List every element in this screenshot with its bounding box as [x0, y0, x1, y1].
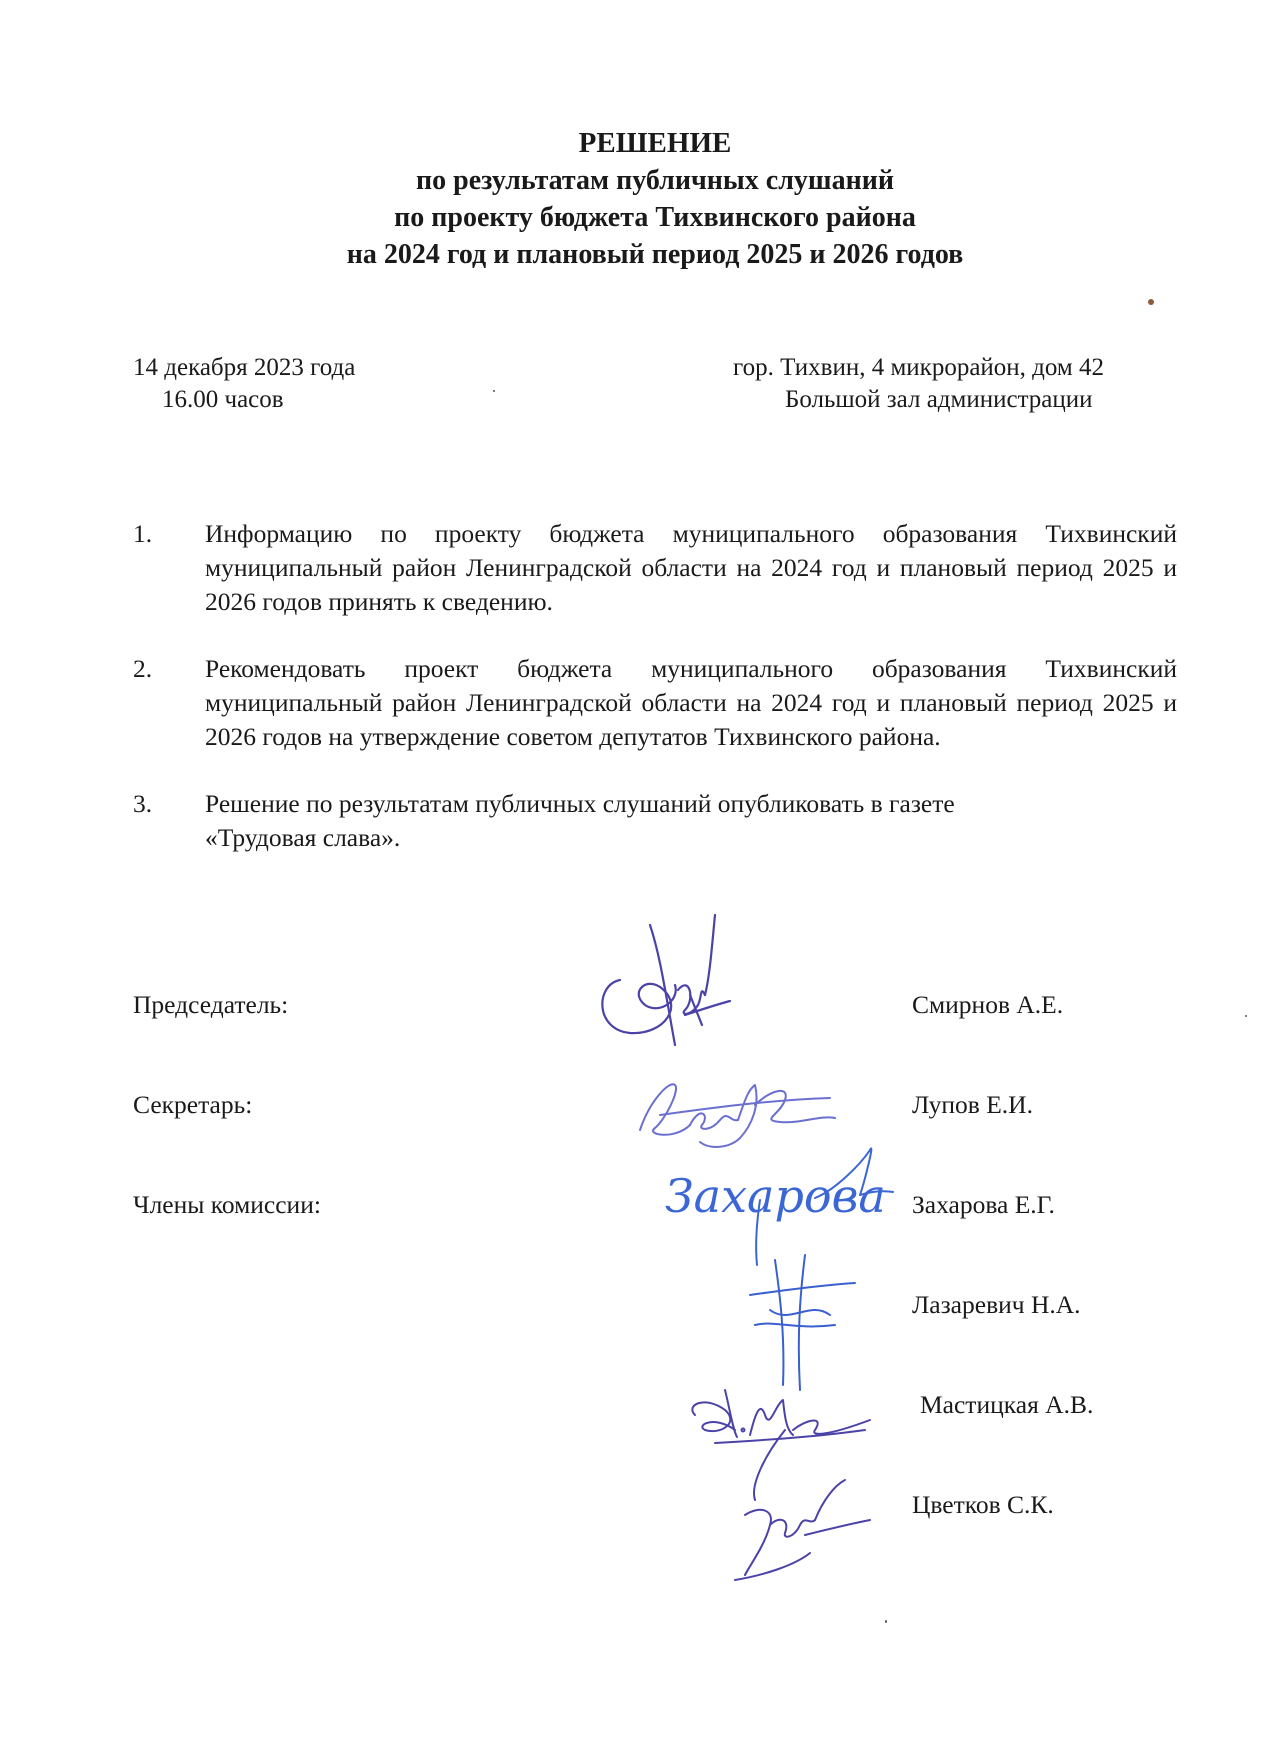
title-line-3: по проекту бюджета Тихвинского района: [394, 202, 916, 233]
scan-speck: [493, 390, 495, 392]
signature-row-member-4: [0, 1490, 1276, 1530]
signature-name: Лазаревич Н.А.: [912, 1290, 1081, 1319]
signature-name: Мастицкая А.В.: [920, 1390, 1094, 1419]
item-number: 1.: [133, 519, 153, 548]
scan-speck: [1148, 299, 1154, 305]
decision-item-2: [133, 652, 1177, 754]
signature-name: Захарова Е.Г.: [912, 1190, 1055, 1219]
signature-row-member-3: [0, 1390, 1276, 1430]
signature-name: Цветков С.К.: [912, 1490, 1054, 1519]
scan-speck: [885, 1620, 887, 1623]
item-number: 2.: [133, 654, 153, 683]
decision-item-1: [133, 517, 1177, 619]
title-line-2: по результатам публичных слушаний: [416, 165, 894, 196]
item-text: Информацию по проекту бюджета муниципального образования Тихвинский муниципальный район Ленинградской области на 2024 год и плановый период 2025 и 2026 годов принять к сведению.: [205, 519, 1177, 616]
meeting-date: 14 декабря 2023 года: [133, 354, 356, 381]
decision-items: [133, 517, 1177, 888]
member-1-signature-text: Захарова: [665, 1169, 886, 1223]
document-title: [0, 125, 1276, 273]
signature-name: Смирнов А.Е.: [912, 990, 1064, 1019]
title-line-4: на 2024 год и плановый период 2025 и 2026 годов: [346, 239, 964, 270]
member-1-signature: [665, 1120, 895, 1270]
signature-row-member-1: [0, 1190, 1276, 1230]
meeting-place: гор. Тихвин, 4 микрорайон, дом 42: [733, 354, 1104, 381]
member-4-signature: [725, 1425, 875, 1585]
signature-role: Секретарь:: [133, 1090, 253, 1119]
item-number: 3.: [133, 789, 153, 818]
signature-role: Члены комиссии:: [133, 1190, 321, 1219]
meeting-time: 16.00 часов: [162, 386, 284, 413]
meeting-hall: Большой зал администрации: [785, 386, 1093, 413]
item-text: Рекомендовать проект бюджета муниципального образования Тихвинский муниципальный район Ленинградской области на 2024 год и плановый период 2025 и 2026 годов на утверждение советом депутатов Тихвинского района.: [205, 654, 1177, 751]
member-2-signature: [745, 1255, 865, 1395]
scan-speck: [1245, 1015, 1247, 1017]
chairman-signature: [590, 905, 760, 1055]
item-text: Решение по результатам публичных слушаний опубликовать в газете «Трудовая слава».: [205, 789, 955, 852]
title-line-1: РЕШЕНИЕ: [578, 127, 732, 159]
signature-row-member-2: [0, 1290, 1276, 1330]
signature-role: Председатель:: [133, 990, 289, 1019]
signature-name: Лупов Е.И.: [912, 1090, 1033, 1119]
decision-item-3: [133, 787, 1177, 855]
